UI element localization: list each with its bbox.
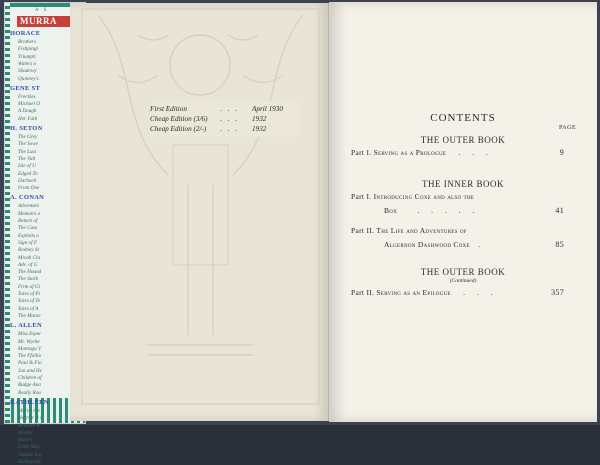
jacket-book-title: Mother: [18, 429, 34, 436]
jacket-book-title: The Last: [18, 148, 37, 155]
entry-leader: . . .: [458, 148, 493, 157]
jacket-book-title: Adventure: [18, 203, 40, 210]
entry-title-cont: Box: [384, 206, 398, 215]
jacket-author-heading: GENE ST: [10, 84, 41, 92]
jacket-book-title: Tales of Pi: [18, 291, 41, 297]
edition-label: Cheap Edition (2/-): [150, 125, 207, 133]
jacket-book-title: Martie the: [18, 407, 40, 414]
jacket-side-pattern: [5, 3, 10, 423]
jacket-book-title: Her Fath: [18, 115, 38, 122]
jacket-book-title: Paul & Fio: [18, 360, 42, 367]
jacket-book-title: Children of: [18, 375, 42, 381]
jacket-book-title: From One: [18, 185, 40, 192]
entry-introducing-coxe: [351, 190, 576, 218]
entry-epilogue: [351, 286, 576, 300]
page-column-header: PAGE: [559, 125, 577, 131]
jacket-book-title: The Sowe: [18, 141, 39, 148]
jacket-book-title: Triumph: [18, 53, 36, 60]
entry-title: Serving as an Epilogue: [376, 288, 451, 297]
jacket-book-title: Firm of Gi: [18, 283, 41, 290]
edition-history: [150, 101, 300, 137]
edition-date: April 1930: [252, 105, 283, 113]
edition-row: [150, 104, 300, 114]
entry-page: 85: [555, 240, 564, 249]
jacket-book-title: The Vult: [18, 155, 36, 162]
entry-life-and-adventures: [351, 224, 576, 252]
entry-title: Serving as a Prologue: [373, 148, 447, 157]
edition-date: 1932: [252, 125, 267, 133]
entry-page: 41: [555, 206, 564, 215]
jacket-book-title: Quinney's: [18, 75, 39, 82]
jacket-brand-label: MURRA: [17, 16, 90, 27]
jacket-book-title: Tales of A: [18, 305, 39, 312]
jacket-book-title: Return of: [18, 218, 38, 224]
contents-page: [329, 2, 597, 422]
jacket-book-title: Shadowy: [18, 68, 37, 75]
jacket-book-title: The Grey: [18, 134, 38, 140]
jacket-author-heading: KATHLEEN: [10, 398, 49, 406]
jacket-book-title: Tales of Te: [18, 298, 41, 305]
entry-leader: .: [478, 240, 481, 249]
jacket-book-title: The Case: [18, 225, 38, 232]
entry-title: The Life and Adventures of: [376, 226, 467, 235]
jacket-book-title: Rodney St: [18, 247, 39, 254]
entry-title: Introducing Coxe and also the: [373, 192, 475, 201]
jacket-book-title: Little Ship: [18, 444, 40, 451]
jacket-book-title: Fishpingl: [18, 46, 38, 53]
entry-part: Part I.: [351, 148, 372, 157]
edition-date: 1932: [252, 115, 267, 123]
jacket-book-title: Darbach: [18, 177, 37, 184]
jacket-book-title: Budge Ana: [18, 382, 41, 389]
jacket-book-title: Miss Esper: [18, 331, 42, 338]
jacket-book-title: The Stark: [18, 276, 39, 283]
jacket-author-heading: HORACE: [10, 30, 41, 37]
jacket-book-title: The Ffollio: [18, 353, 42, 360]
jacket-book-title: Freckles: [18, 93, 36, 100]
section-outer-book-continued: THE OUTER BOOK: [420, 267, 506, 277]
section-inner-book: THE INNER BOOK: [422, 179, 504, 189]
jacket-book-title: Montagu V: [18, 345, 42, 352]
jacket-book-title: Memoirs o: [18, 210, 41, 217]
jacket-book-title: Brothers: [18, 39, 36, 45]
entry-prologue: [351, 146, 576, 160]
jacket-book-title: Michael O: [18, 101, 41, 108]
section-outer-book: THE OUTER BOOK: [420, 135, 506, 145]
jacket-series-text: A S: [35, 8, 49, 13]
jacket-book-title: Mr. Wyche: [18, 338, 40, 345]
jacket-book-title: The Hound: [18, 269, 42, 276]
edition-leader: . . .: [220, 125, 239, 133]
jacket-book-title: Exploits o: [18, 232, 39, 239]
entry-part: Part I.: [351, 192, 372, 201]
jacket-book-title: Micah Cla: [18, 254, 41, 261]
jacket-book-title: Sisters: [18, 437, 32, 444]
edition-row: [150, 124, 300, 134]
entry-leader: . . . . .: [417, 206, 480, 215]
entry-part: Part II.: [351, 226, 375, 235]
edition-leader: . . .: [220, 115, 239, 123]
jacket-book-title: Beloved W: [18, 422, 41, 429]
jacket-book-title: Isle of U: [18, 163, 36, 170]
engraving-trunk: [188, 185, 213, 335]
left-page: [70, 3, 329, 421]
jacket-book-title: Waters o: [18, 60, 37, 67]
continued-note: (Continued): [449, 278, 477, 284]
contents-title: CONTENTS: [430, 112, 496, 124]
jacket-book-title: A Daugh: [18, 108, 37, 115]
entry-page: 9: [559, 148, 564, 157]
edition-label: Cheap Edition (3/6): [150, 115, 208, 123]
jacket-book-title: Jan and He: [18, 367, 42, 374]
jacket-author-heading: H. SETON: [10, 125, 43, 132]
jacket-book-title: The Marac: [18, 312, 41, 319]
jacket-book-title: Harriet & t: [18, 415, 42, 422]
jacket-book-title: Hildegarde: [18, 459, 42, 465]
jacket-book-title: Outlaw Lov: [18, 451, 43, 458]
entry-part: Part II.: [351, 288, 375, 297]
jacket-author-heading: L. ALLEN: [10, 322, 43, 330]
jacket-book-title: Edged To: [18, 170, 38, 177]
edition-leader: . . .: [220, 105, 239, 113]
edition-label: First Edition: [150, 105, 187, 113]
edition-row: [150, 114, 300, 124]
entry-leader: . . .: [463, 288, 498, 297]
jacket-book-title: Adv. of G: [18, 261, 38, 268]
jacket-author-heading: A. CONAN: [10, 194, 45, 202]
jacket-book-title: Sign of F: [18, 239, 38, 246]
faint-title-engraving: [78, 5, 323, 410]
entry-title-cont: Algernon Dashwood Coxe: [384, 240, 470, 249]
jacket-book-title: Really Rou: [18, 389, 41, 396]
entry-page: 357: [551, 288, 564, 297]
